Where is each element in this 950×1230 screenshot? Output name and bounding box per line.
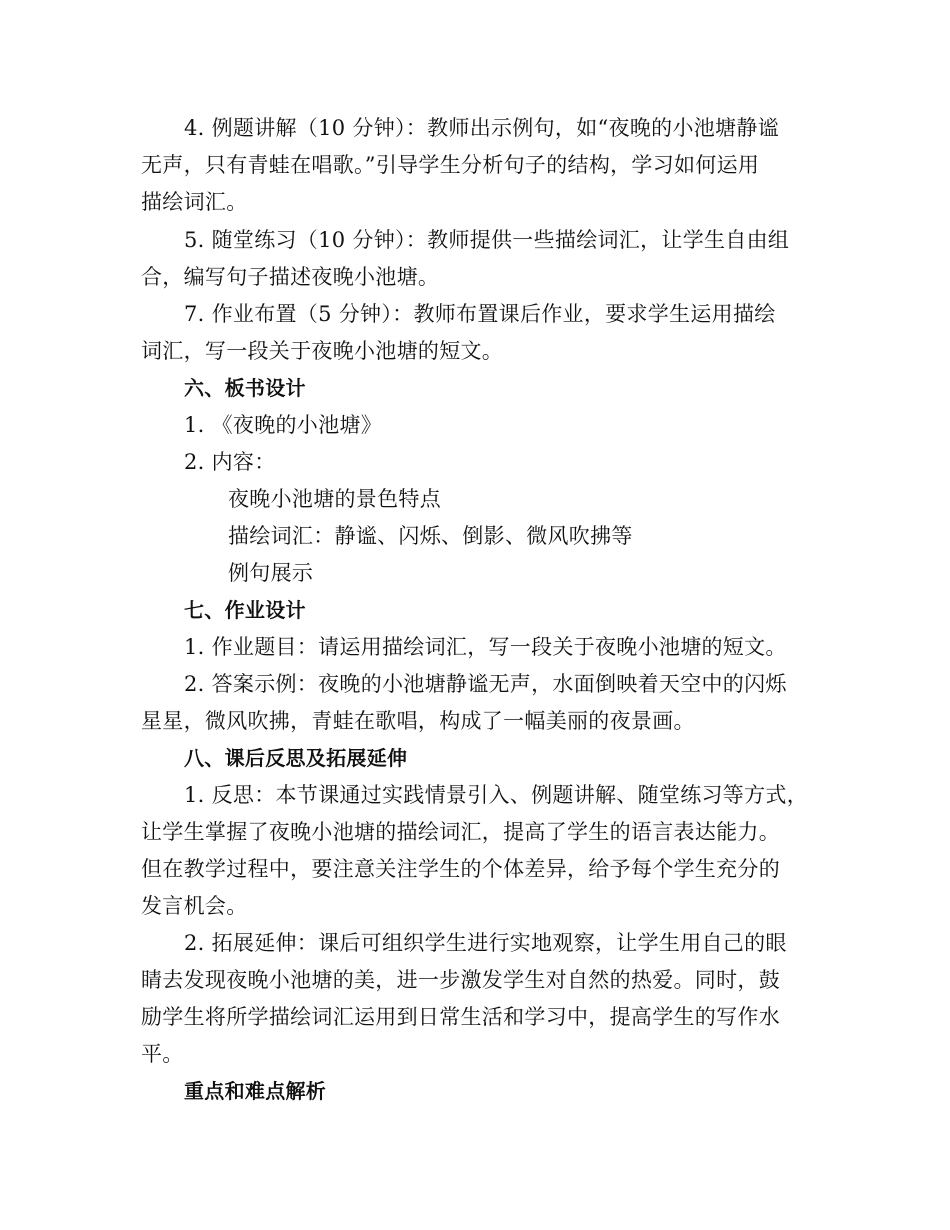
list-item: 1. 反思：本节课通过实践情景引入、例题讲解、随堂练习等方式， bbox=[184, 783, 809, 807]
section-heading-blackboard-design: 六、板书设计 bbox=[184, 376, 306, 400]
section-heading-key-points: 重点和难点解析 bbox=[184, 1079, 327, 1103]
sub-item: 描绘词汇：静谧、闪烁、倒影、微风吹拂等 bbox=[228, 524, 633, 548]
list-item: 2. 内容： bbox=[184, 450, 276, 474]
section-heading-homework-design: 七、作业设计 bbox=[184, 598, 306, 622]
item-4-example-explanation: 4. 例题讲解（10 分钟）：教师出示例句，如“夜晚的小池塘静谧 bbox=[184, 116, 779, 140]
paragraph-line: 描绘词汇。 bbox=[141, 190, 248, 214]
sub-item: 例句展示 bbox=[228, 561, 314, 585]
paragraph-line: 睛去发现夜晚小池塘的美，进一步激发学生对自然的热爱。同时，鼓 bbox=[141, 968, 780, 992]
paragraph-line: 发言机会。 bbox=[141, 894, 248, 918]
sub-item: 夜晚小池塘的景色特点 bbox=[228, 487, 441, 511]
paragraph-line: 平。 bbox=[141, 1042, 184, 1066]
paragraph-line: 词汇，写一段关于夜晚小池塘的短文。 bbox=[141, 339, 504, 363]
paragraph-line: 励学生将所学描绘词汇运用到日常生活和学习中，提高学生的写作水 bbox=[141, 1005, 780, 1029]
list-item: 2. 答案示例：夜晚的小池塘静谧无声，水面倒映着天空中的闪烁 bbox=[184, 672, 787, 696]
paragraph-line: 星星，微风吹拂，青蛙在歌唱，构成了一幅美丽的夜景画。 bbox=[141, 709, 695, 733]
paragraph-line: 让学生掌握了夜晚小池塘的描绘词汇，提高了学生的语言表达能力。 bbox=[141, 820, 780, 844]
section-heading-reflection: 八、课后反思及拓展延伸 bbox=[184, 746, 408, 770]
paragraph-line: 无声，只有青蛙在唱歌。”引导学生分析句子的结构，学习如何运用 bbox=[141, 153, 760, 177]
list-item: 1. 作业题目：请运用描绘词汇，写一段关于夜晚小池塘的短文。 bbox=[184, 635, 787, 659]
paragraph-line: 但在教学过程中，要注意关注学生的个体差异，给予每个学生充分的 bbox=[141, 857, 780, 881]
paragraph-line: 合，编写句子描述夜晚小池塘。 bbox=[141, 265, 440, 289]
list-item: 2. 拓展延伸：课后可组织学生进行实地观察，让学生用自己的眼 bbox=[184, 931, 787, 955]
item-7-homework: 7. 作业布置（5 分钟）：教师布置课后作业，要求学生运用描绘 bbox=[184, 302, 776, 326]
list-item: 1. 《夜晚的小池塘》 bbox=[184, 413, 383, 437]
item-5-practice: 5. 随堂练习（10 分钟）：教师提供一些描绘词汇，让学生自由组 bbox=[184, 228, 790, 252]
